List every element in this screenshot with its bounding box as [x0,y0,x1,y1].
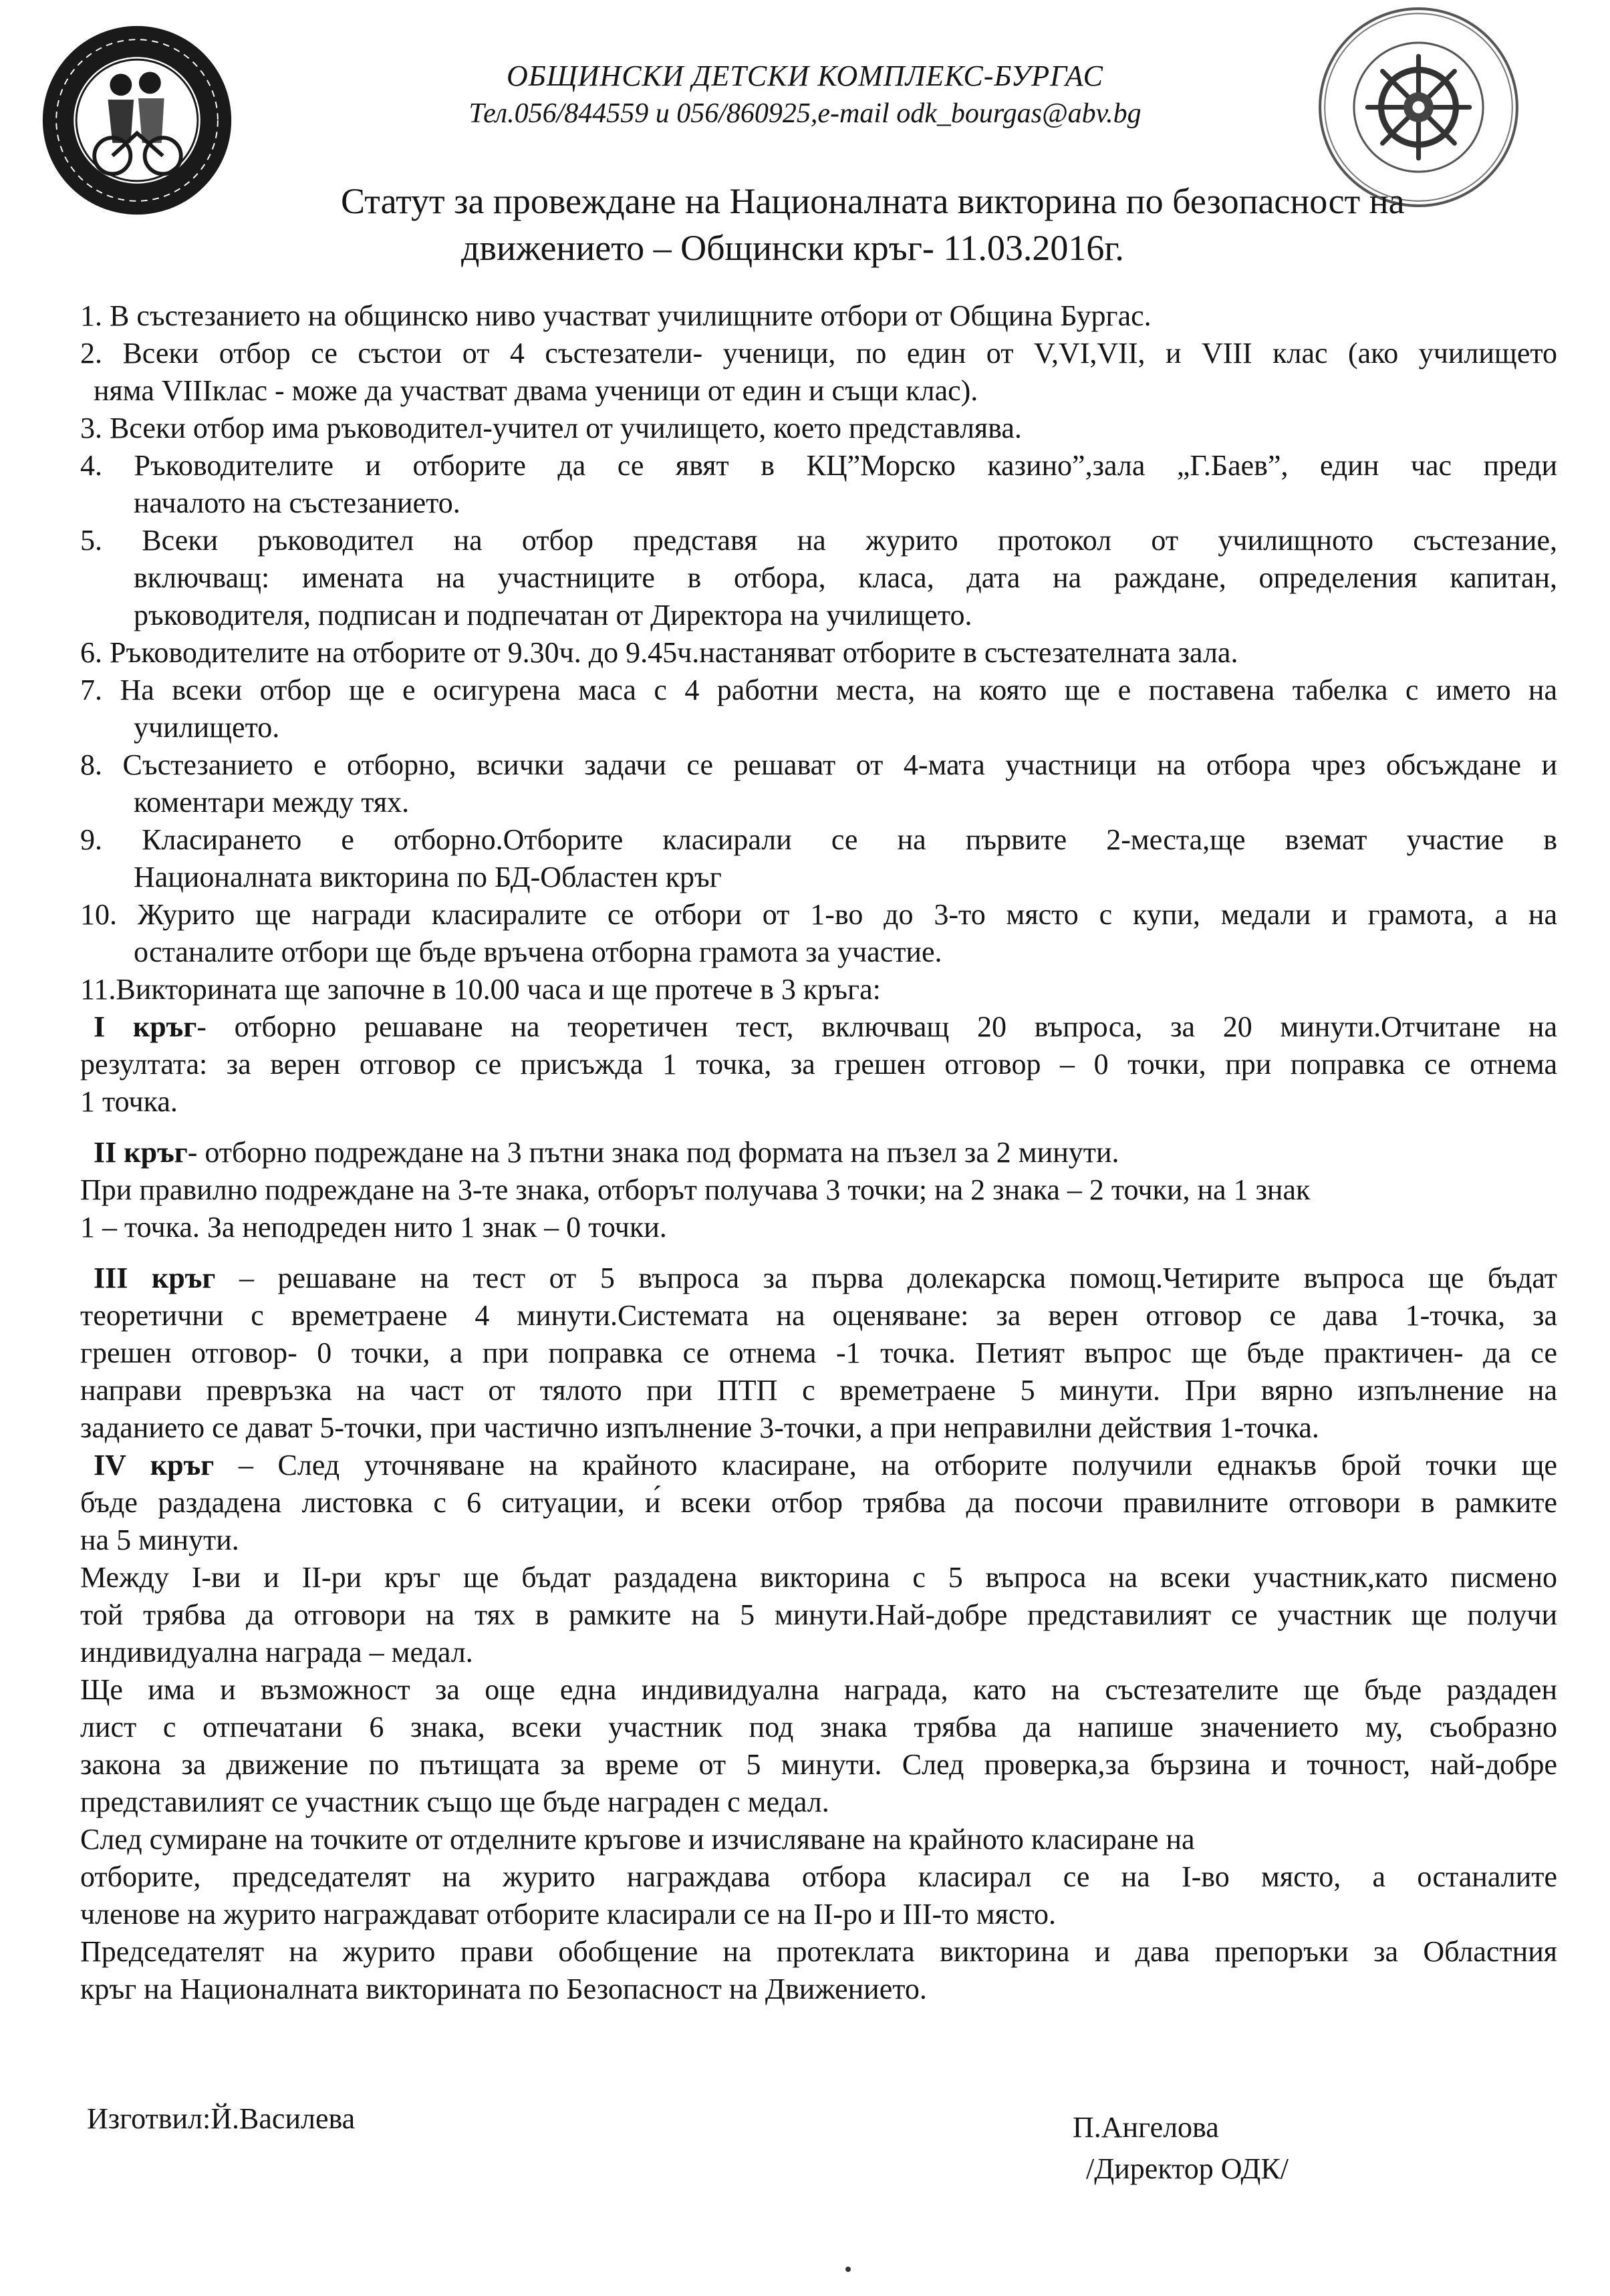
body-line [80,1746,1557,1783]
body-line [80,1484,1557,1522]
body-line-text: теоретични с времетраене 4 минути.Системата на оценяване: за верен отговор се дава 1-точка, за [80,1299,1557,1332]
body-line-text: лист с отпечатани 6 знака, всеки участник под знака трябва да напише значението му, съобразно [80,1711,1557,1743]
body-line-text: коментари между тях. [134,786,410,819]
body-line [80,1709,1557,1746]
body-line-text: 4. Ръководителите и отборите да се явят в КЦ”Морско казино”,зала „Г.Баев”, един час преди [80,449,1557,482]
body-line [80,484,1557,522]
round-heading: I кръг [94,1010,197,1043]
body-line-text: ръководителя, подписан и подпечатан от Директора на училището. [134,599,972,631]
body-line [80,1634,1557,1671]
body-line-text: заданието се дават 5-точки, при частично изпълнение 3-точки, а при неправилни действия 1-точка. [80,1411,1319,1444]
body-line-text: 7. На всеки отбор ще е осигурена маса с 4 работни места, на която ще е поставена табелка с името на [80,674,1557,706]
body-line-text: резултата: за верен отговор се присъжда 1 точка, за грешен отговор – 0 точки, при поправка се отнема [80,1048,1557,1081]
body-line-text: След сумиране на точките от отделните кръгове и изчисляване на крайното класиране на [80,1823,1195,1856]
body-line [80,859,1557,896]
round-heading: III кръг [94,1262,216,1294]
director-title: /Директор ОДК/ [1086,2152,1289,2185]
body-line [80,1671,1557,1709]
body-line-text: Председателят на журито прави обобщение на протеклата викторина и дава препоръки за Областния [80,1935,1557,1968]
body-line-text: направи превръзка на част от тялото при ПТП с времетраене 5 минути. При вярно изпълнение на [80,1374,1557,1407]
body-line-text: 10. Журито ще награди класиралите се отбори от 1-во до 3-то място с купи, медали и грамота, а на [80,898,1557,931]
body-line-text: 5. Всеки ръководител на отбор представя на журито протокол от училищното състезание, [80,524,1557,557]
body-line [80,1083,1557,1121]
body-line-text: кръг на Националната викторината по Безопасност на Движението. [80,1973,927,2005]
body-line [80,297,1557,335]
body-line-text: началото на състезанието. [134,486,460,519]
body-line [80,971,1557,1008]
body-line [80,672,1557,709]
document-title-line-1: Статут за провеждане на Националната викторина по безопасност на [341,181,1405,221]
body-line [80,1971,1557,2008]
body-line [80,1297,1557,1334]
body-line-text: - отборно решаване на теоретичен тест, включващ 20 въпроса, за 20 минути.Отчитане на [196,1010,1557,1043]
body-line-text: представилият се участник също ще бъде награден с медал. [80,1785,829,1818]
body-line-text: на 5 минути. [80,1524,239,1556]
body-line [80,1821,1557,1858]
body-line-text: 9. Класирането е отборно.Отборите класирали се на първите 2-места,ще вземат участие в [80,823,1557,856]
body-line-text: 11.Викторината ще започне в 10.00 часа и ще протече в 3 кръга: [80,973,881,1006]
prepared-by-signature: Изготвил:Й.Василева [87,2102,356,2135]
body-line [80,1260,1557,1297]
body-line [80,1447,1557,1484]
body-line [80,896,1557,934]
document-title-line-2: движението – Общински кръг- 11.03.2016г. [461,228,1124,268]
body-line-text: отборите, председателят на журито награждава отбора класирал се на I-во място, а останалите [80,1860,1557,1893]
body-line-text: бъде раздадена листовка с 6 ситуации, и́ всеки отбор трябва да посочи правилните отговори в рамките [80,1486,1557,1519]
body-line [80,934,1557,971]
body-line-text: останалите отбори ще бъде връчена отборна грамота за участие. [134,936,942,968]
body-line [80,784,1557,821]
body-line-text: Националната викторина по БД-Областен кръг [134,861,722,893]
body-line-text: грешен отговор- 0 точки, а при поправка се отнема -1 точка. Петият въпрос ще бъде практичен- да се [80,1336,1557,1369]
body-line [80,1596,1557,1634]
body-line [80,410,1557,447]
body-line-text: няма VIIIклас - може да участват двама ученици от един и същи клас). [94,374,978,407]
body-line-text: 1 точка. [80,1085,178,1118]
body-line [80,1783,1557,1821]
body-line [80,1896,1557,1933]
scan-mark [845,2267,851,2272]
body-line [80,746,1557,784]
body-line [80,1008,1557,1046]
body-line [80,1134,1557,1171]
body-line [80,709,1557,746]
body-line [80,1334,1557,1372]
body-line-text: 8. Състезанието е отборно, всички задачи се решават от 4-мата участници на отбора чрез обсъждане и [80,748,1557,781]
body-line-text: При правилно подреждане на 3-те знака, отборът получава 3 точки; на 2 знака – 2 точки, на 1 знак [80,1173,1311,1206]
body-line [80,1933,1557,1971]
organization-contact: Тел.056/844559 и 056/860925,e-mail odk_bourgas@abv.bg [468,98,1142,129]
body-line-text: Ще има и възможност за още една индивидуална награда, като на състезателите ще бъде раздаден [80,1673,1557,1706]
organization-name: ОБЩИНСКИ ДЕТСКИ КОМПЛЕКС-БУРГАС [507,59,1103,92]
round-heading: II кръг [94,1136,188,1169]
body-line [80,1372,1557,1409]
body-line-text: 1 – точка. За неподреден нито 1 знак – 0 точки. [80,1211,667,1244]
body-line-text: – решаване на тест от 5 въпроса за първа долекарска помощ.Четирите въпроса ще бъдат [215,1262,1558,1294]
body-line-text: 2. Всеки отбор се състои от 4 състезатели- ученици, по един от V,VI,VII, и VIII клас (ако училището [80,337,1557,370]
body-line-text: членове на журито награждават отборите класирали се на II-ро и III-то място. [80,1898,1057,1930]
body-line [80,597,1557,634]
body-line [80,821,1557,859]
body-line [80,372,1557,410]
body-line-text: 3. Всеки отбор има ръководител-учител от училището, което представлява. [80,412,1022,444]
body-line-text: той трябва да отговори на тях в рамките на 5 минути.Най-добре представилият се участник ще получи [80,1598,1557,1631]
body-line [80,1171,1557,1209]
body-line-text: Между I-ви и II-ри кръг ще бъдат раздадена викторина с 5 въпроса на всеки участник,като писмено [80,1561,1557,1594]
body-line [80,447,1557,484]
body-line [80,1522,1557,1559]
body-line [80,1559,1557,1596]
document-body [80,297,1557,2008]
body-line [80,1209,1557,1246]
body-line [80,1046,1557,1083]
body-line-text: - отборно подреждане на 3 пътни знака под формата на пъзел за 2 минути. [187,1136,1119,1169]
body-line-text: 6. Ръководителите на отборите от 9.30ч. до 9.45ч.настаняват отборите в състезателната зала. [80,636,1238,669]
body-line-text: включващ: имената на участниците в отбора, класа, дата на раждане, определения капитан, [134,561,1557,594]
body-line [80,559,1557,597]
body-line-text: индивидуална награда – медал. [80,1636,473,1669]
body-line-text: 1. В състезанието на общинско ниво участват училищните отбори от Община Бургас. [80,299,1152,332]
body-line [80,522,1557,559]
round-heading: IV кръг [94,1449,215,1481]
body-line [80,1858,1557,1896]
body-line [80,1409,1557,1447]
body-line-text: – След уточняване на крайното класиране, на отборите получили еднакъв брой точки ще [214,1449,1558,1481]
body-line-text: училището. [134,711,280,744]
director-name: П.Ангелова [1073,2111,1219,2144]
body-line-text: закона за движение по пътищата за време от 5 минути. След проверка,за бързина и точност, най-добре [80,1748,1557,1781]
body-line [80,335,1557,372]
body-line [80,634,1557,672]
